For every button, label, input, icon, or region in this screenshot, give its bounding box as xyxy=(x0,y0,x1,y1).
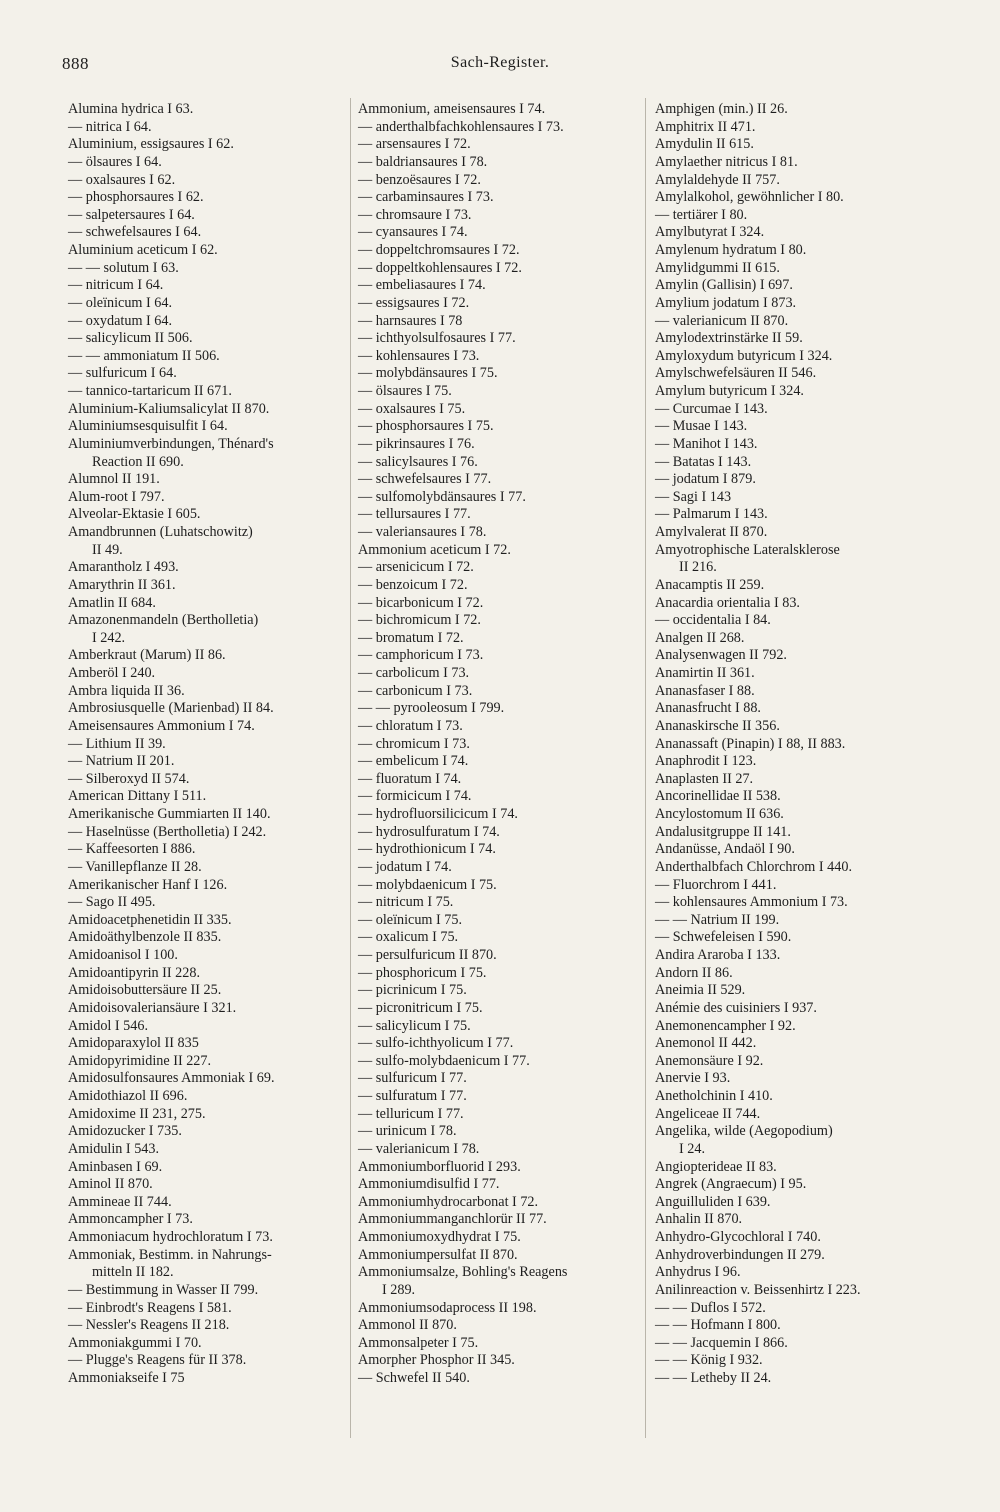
index-entry: — sulfo-molybdaenicum I 77. xyxy=(358,1052,530,1069)
index-entry: Amyotrophische Lateralsklerose xyxy=(655,541,840,558)
index-entry: Amphitrix II 471. xyxy=(655,118,756,135)
index-entry: — Bestimmung in Wasser II 799. xyxy=(68,1281,259,1298)
index-entry: II 49. xyxy=(92,541,123,558)
index-entry: Amerikanischer Hanf I 126. xyxy=(68,876,228,893)
index-entry: Andorn II 86. xyxy=(655,964,733,981)
index-entry: Anémie des cuisiniers I 937. xyxy=(655,999,817,1016)
index-entry: Amidoanisol I 100. xyxy=(68,947,178,963)
index-entry: Amylium jodatum I 873. xyxy=(655,294,797,311)
index-entry: Amberöl I 240. xyxy=(68,665,156,681)
index-entry: Ancylostomum II 636. xyxy=(655,806,784,822)
index-entry: Amylaldehyde II 757. xyxy=(655,171,780,188)
index-entry: Ammoniumpersulfat II 870. xyxy=(358,1246,518,1263)
index-entry: Anaphrodit I 123. xyxy=(655,753,757,770)
index-entry: — Manihot I 143. xyxy=(655,435,758,452)
index-entry: Amidol I 546. xyxy=(68,1017,148,1034)
index-entry: — salicylicum I 75. xyxy=(358,1017,471,1034)
index-entry: — urinicum I 78. xyxy=(358,1123,457,1140)
index-entry: — — Natrium II 199. xyxy=(655,911,780,928)
index-entry: Ammoniakseife I 75 xyxy=(68,1370,185,1386)
column-divider xyxy=(645,98,646,1438)
index-entry: — tellursaures I 77. xyxy=(358,506,471,523)
index-entry: — nitrica I 64. xyxy=(68,118,152,135)
index-entry: Amidoxime II 231, 275. xyxy=(68,1105,206,1122)
index-entry: Amidoantipyrin II 228. xyxy=(68,964,201,981)
index-entry: Anemonsäure I 92. xyxy=(655,1052,764,1069)
index-entry: — chromicum I 73. xyxy=(358,735,470,752)
index-entry: Angrek (Angraecum) I 95. xyxy=(655,1176,807,1193)
index-entry: Aluminium, essigsaures I 62. xyxy=(68,136,234,153)
index-entry: — oleïnicum I 75. xyxy=(358,911,463,928)
index-entry: Ammoniumhydrocarbonat I 72. xyxy=(358,1193,539,1210)
index-entry: — Fluorchrom I 441. xyxy=(655,876,777,893)
index-entry: Anemonencampher I 92. xyxy=(655,1017,796,1034)
index-column-3 xyxy=(655,101,947,1388)
index-entry: Anaplasten II 27. xyxy=(655,770,754,787)
page-number: 888 xyxy=(62,54,89,73)
index-entry: — Vanillepflanze II 28. xyxy=(68,858,202,875)
index-entry: Anetholchinin I 410. xyxy=(655,1088,773,1104)
index-entry: — phosphorsaures I 75. xyxy=(358,418,494,435)
index-entry: — — König I 932. xyxy=(655,1352,763,1369)
index-entry: — bichromicum I 72. xyxy=(358,612,481,629)
index-entry: — — ammoniatum II 506. xyxy=(68,347,220,364)
index-entry: Amidoisobuttersäure II 25. xyxy=(68,982,222,999)
running-head: Sach-Register. xyxy=(450,54,550,71)
index-entry: Angelika, wilde (Aegopodium) xyxy=(655,1123,833,1140)
index-entry: Amidoparaxylol II 835 xyxy=(68,1035,199,1052)
index-entry: Anacamptis II 259. xyxy=(655,576,765,593)
index-entry: — doppeltkohlensaures I 72. xyxy=(358,259,522,276)
index-entry: Ananaskirsche II 356. xyxy=(655,717,780,734)
index-entry: Ancorinellidae II 538. xyxy=(655,788,781,805)
index-entry: — Einbrodt's Reagens I 581. xyxy=(68,1299,232,1316)
index-entry: — chloratum I 73. xyxy=(358,717,463,734)
index-entry: Amidoäthylbenzole II 835. xyxy=(68,929,222,946)
index-entry: — doppeltchromsaures I 72. xyxy=(358,242,520,258)
index-entry: Aluminiumverbindungen, Thénard's xyxy=(68,435,274,452)
index-entry: Amylaether nitricus I 81. xyxy=(655,153,798,170)
index-entry: Aluminiumsesquisulfit I 64. xyxy=(68,418,228,435)
index-entry: Reaction II 690. xyxy=(92,453,184,470)
index-entry: Ananassaft (Pinapin) I 88, II 883. xyxy=(655,735,846,752)
index-entry: Alveolar-Ektasie I 605. xyxy=(68,506,201,523)
index-entry: — Sagi I 143 xyxy=(655,488,732,505)
index-entry: — chromsaure I 73. xyxy=(358,206,472,223)
index-entry: — salpetersaures I 64. xyxy=(68,206,195,223)
index-entry: — Nessler's Reagens II 218. xyxy=(68,1317,230,1334)
index-entry: — nitricum I 75. xyxy=(358,894,454,911)
index-entry: — bicarbonicum I 72. xyxy=(358,594,484,611)
index-entry: Andanüsse, Andaöl I 90. xyxy=(655,841,795,858)
index-entry: Ammonol II 870. xyxy=(358,1317,457,1334)
index-entry: I 242. xyxy=(92,629,126,646)
index-entry: — hydrosulfuratum I 74. xyxy=(358,823,500,840)
index-entry: — Batatas I 143. xyxy=(655,453,752,470)
index-entry: Anhydrus I 96. xyxy=(655,1264,741,1281)
index-entry: — hydrofluorsilicicum I 74. xyxy=(358,806,518,822)
index-entry: Amandbrunnen (Luhatschowitz) xyxy=(68,524,253,540)
index-entry: — sulfuricum I 64. xyxy=(68,365,177,382)
index-entry: — Sago II 495. xyxy=(68,894,156,911)
index-entry: Anervie I 93. xyxy=(655,1070,731,1087)
index-entry: — pikrinsaures I 76. xyxy=(358,435,475,452)
index-entry: — embelicum I 74. xyxy=(358,753,469,770)
index-entry: Amidosulfonsaures Ammoniak I 69. xyxy=(68,1070,275,1087)
index-entry: — schwefelsaures I 77. xyxy=(358,471,492,488)
index-entry: — sulfuratum I 77. xyxy=(358,1088,467,1104)
index-entry: Amylalkohol, gewöhnlicher I 80. xyxy=(655,189,844,206)
index-entry: — Schwefeleisen I 590. xyxy=(655,929,792,946)
index-entry: — tertiärer I 80. xyxy=(655,206,748,223)
index-entry: Amylidgummi II 615. xyxy=(655,259,780,276)
index-entry: — benzoicum I 72. xyxy=(358,576,468,593)
index-entry: — nitricum I 64. xyxy=(68,277,164,294)
index-entry: — Musae I 143. xyxy=(655,418,748,435)
index-column-1 xyxy=(68,101,348,1388)
index-entry: Alumina hydrica I 63. xyxy=(68,101,194,117)
index-entry: Aminol II 870. xyxy=(68,1176,153,1193)
index-entry: — kohlensaures I 73. xyxy=(358,347,480,364)
index-entry: — picronitricum I 75. xyxy=(358,999,483,1016)
index-entry: — harnsaures I 78 xyxy=(358,312,463,329)
index-entry: Ameisensaures Ammonium I 74. xyxy=(68,717,255,734)
index-entry: — ölsaures I 75. xyxy=(358,383,452,399)
index-entry: Ammoniumborfluorid I 293. xyxy=(358,1158,521,1175)
index-entry: Amorpher Phosphor II 345. xyxy=(358,1352,515,1369)
index-entry: — baldriansaures I 78. xyxy=(358,153,488,170)
index-entry: — phosphorsaures I 62. xyxy=(68,189,204,206)
index-entry: — hydrothionicum I 74. xyxy=(358,841,496,858)
index-entry: Amylbutyrat I 324. xyxy=(655,224,765,241)
index-entry: — arsenicicum I 72. xyxy=(358,559,474,576)
index-entry: Aneimia II 529. xyxy=(655,982,746,999)
index-entry: Ammoniumsalze, Bohling's Reagens xyxy=(358,1264,568,1281)
index-entry: — molybdänsaures I 75. xyxy=(358,365,498,382)
index-entry: — Schwefel II 540. xyxy=(358,1370,470,1386)
index-entry: Amidoacetphenetidin II 335. xyxy=(68,911,232,928)
index-entry: Anderthalbfach Chlorchrom I 440. xyxy=(655,858,852,875)
index-entry: — picrinicum I 75. xyxy=(358,982,467,999)
index-entry: Ananasfaser I 88. xyxy=(655,682,755,699)
index-entry: Ammoniumdisulfid I 77. xyxy=(358,1176,500,1193)
index-entry: — tannico-tartaricum II 671. xyxy=(68,383,232,399)
index-entry: Amylschwefelsäuren II 546. xyxy=(655,365,817,382)
index-entry: — ölsaures I 64. xyxy=(68,153,162,170)
index-entry: Amylvalerat II 870. xyxy=(655,524,768,540)
index-entry: — kohlensaures Ammonium I 73. xyxy=(655,894,848,911)
index-entry: — Natrium II 201. xyxy=(68,753,175,770)
index-entry: Ammoniummanganchlorür II 77. xyxy=(358,1211,547,1228)
index-entry: Anamirtin II 361. xyxy=(655,665,755,681)
index-entry: Amydulin II 615. xyxy=(655,136,754,153)
index-entry: Anacardia orientalia I 83. xyxy=(655,594,800,611)
index-entry: — oleïnicum I 64. xyxy=(68,294,173,311)
index-entry: Ammineae II 744. xyxy=(68,1193,172,1210)
index-entry: Angiopterideae II 83. xyxy=(655,1158,777,1175)
index-entry: — carbonicum I 73. xyxy=(358,682,473,699)
index-entry: Ambra liquida II 36. xyxy=(68,682,185,699)
index-entry: Analgen II 268. xyxy=(655,629,745,646)
index-entry: Amidopyrimidine II 227. xyxy=(68,1052,212,1069)
index-entry: Aluminium aceticum I 62. xyxy=(68,242,218,258)
index-entry: Amerikanische Gummiarten II 140. xyxy=(68,806,271,822)
index-entry: — sulfomolybdänsaures I 77. xyxy=(358,488,526,505)
index-entry: — salicylicum II 506. xyxy=(68,330,193,347)
index-entry: — — solutum I 63. xyxy=(68,259,179,276)
index-entry: Ammonium aceticum I 72. xyxy=(358,541,511,558)
index-entry: Ammonium, ameisensaures I 74. xyxy=(358,101,546,117)
index-entry: Alum-root I 797. xyxy=(68,488,165,505)
index-entry: — camphoricum I 73. xyxy=(358,647,484,664)
index-entry: — Plugge's Reagens für II 378. xyxy=(68,1352,247,1369)
index-entry: — valeriansaures I 78. xyxy=(358,524,487,540)
index-entry: — essigsaures I 72. xyxy=(358,294,470,311)
index-entry: — telluricum I 77. xyxy=(358,1105,464,1122)
index-entry: American Dittany I 511. xyxy=(68,788,207,805)
index-entry: — valerianicum I 78. xyxy=(358,1140,480,1157)
index-entry: Amylenum hydratum I 80. xyxy=(655,242,807,258)
index-entry: Analysenwagen II 792. xyxy=(655,647,787,664)
index-entry: — Lithium II 39. xyxy=(68,735,166,752)
index-entry: — bromatum I 72. xyxy=(358,629,464,646)
index-entry: — oxalicum I 75. xyxy=(358,929,459,946)
index-entry: — jodatum I 879. xyxy=(655,471,756,488)
index-entry: Alumnol II 191. xyxy=(68,471,160,488)
index-entry: Anhydroverbindungen II 279. xyxy=(655,1246,825,1263)
index-entry: — occidentalia I 84. xyxy=(655,612,771,629)
index-entry: — — Letheby II 24. xyxy=(655,1370,772,1386)
index-entry: — oxalsaures I 62. xyxy=(68,171,176,188)
index-column-2 xyxy=(358,101,640,1388)
index-entry: mitteln II 182. xyxy=(92,1264,174,1281)
index-entry: Ammoniak, Bestimm. in Nahrungs- xyxy=(68,1246,272,1263)
index-entry: Amarythrin II 361. xyxy=(68,576,176,593)
index-entry: Anhalin II 870. xyxy=(655,1211,743,1228)
index-entry: Andira Araroba I 133. xyxy=(655,947,781,963)
index-entry: Amylin (Gallisin) I 697. xyxy=(655,277,793,294)
index-entry: — arsensaures I 72. xyxy=(358,136,471,153)
index-entry: — sulfo-ichthyolicum I 77. xyxy=(358,1035,514,1052)
index-entry: Aminbasen I 69. xyxy=(68,1158,163,1175)
index-entry: Amyloxydum butyricum I 324. xyxy=(655,347,833,364)
index-entry: Amidulin I 543. xyxy=(68,1140,160,1157)
index-entry: — carbolicum I 73. xyxy=(358,665,470,681)
index-entry: Ammoniumsodaprocess II 198. xyxy=(358,1299,537,1316)
index-entry: — carbaminsaures I 73. xyxy=(358,189,494,206)
index-entry: — Kaffeesorten I 886. xyxy=(68,841,196,858)
index-entry: Anguilluliden I 639. xyxy=(655,1193,771,1210)
index-entry: Andalusitgruppe II 141. xyxy=(655,823,791,840)
index-entry: — — pyrooleosum I 799. xyxy=(358,700,505,717)
index-entry: Anemonol II 442. xyxy=(655,1035,757,1052)
index-entry: — anderthalbfachkohlensaures I 73. xyxy=(358,118,564,135)
index-entry: — phosphoricum I 75. xyxy=(358,964,487,981)
index-entry: Ammonsalpeter I 75. xyxy=(358,1334,479,1351)
index-entry: — Palmarum I 143. xyxy=(655,506,768,523)
index-entry: — — Duflos I 572. xyxy=(655,1299,766,1316)
index-entry: Amphigen (min.) II 26. xyxy=(655,101,788,117)
index-entry: — Haselnüsse (Bertholletia) I 242. xyxy=(68,823,267,840)
index-entry: — sulfuricum I 77. xyxy=(358,1070,467,1087)
index-entry: Amidothiazol II 696. xyxy=(68,1088,188,1104)
index-entry: II 216. xyxy=(679,559,717,576)
index-entry: — persulfuricum II 870. xyxy=(358,947,497,963)
index-entry: Ambrosiusquelle (Marienbad) II 84. xyxy=(68,700,274,717)
index-entry: Ammoniumoxydhydrat I 75. xyxy=(358,1229,521,1245)
column-divider xyxy=(350,98,351,1438)
index-entry: Angeliceae II 744. xyxy=(655,1105,761,1122)
index-entry: Amylum butyricum I 324. xyxy=(655,383,804,399)
index-entry: — schwefelsaures I 64. xyxy=(68,224,202,241)
index-entry: — jodatum I 74. xyxy=(358,858,452,875)
index-entry: I 289. xyxy=(382,1281,416,1298)
index-entry: Ammoniacum hydrochloratum I 73. xyxy=(68,1229,273,1245)
index-entry: Anhydro-Glycochloral I 740. xyxy=(655,1229,821,1245)
index-entry: Amidozucker I 735. xyxy=(68,1123,182,1140)
index-entry: — oxydatum I 64. xyxy=(68,312,173,329)
index-entry: Amylodextrinstärke II 59. xyxy=(655,330,803,347)
index-entry: Aluminium-Kaliumsalicylat II 870. xyxy=(68,400,270,417)
index-entry: — embeliasaures I 74. xyxy=(358,277,486,294)
index-entry: — Curcumae I 143. xyxy=(655,400,768,417)
index-entry: — cyansaures I 74. xyxy=(358,224,468,241)
index-entry: — valerianicum II 870. xyxy=(655,312,789,329)
index-entry: Amidoisovaleriansäure I 321. xyxy=(68,999,237,1016)
index-entry: — benzoësaures I 72. xyxy=(358,171,481,188)
index-entry: Amberkraut (Marum) II 86. xyxy=(68,647,226,664)
index-entry: — fluoratum I 74. xyxy=(358,770,462,787)
index-entry: Amatlin II 684. xyxy=(68,594,156,611)
index-entry: Anilinreaction v. Beissenhirtz I 223. xyxy=(655,1281,861,1298)
index-entry: Amarantholz I 493. xyxy=(68,559,179,576)
index-entry: Ammoniakgummi I 70. xyxy=(68,1334,202,1351)
index-entry: — molybdaenicum I 75. xyxy=(358,876,497,893)
index-entry: Ammoncampher I 73. xyxy=(68,1211,193,1228)
index-entry: — salicylsaures I 76. xyxy=(358,453,478,470)
index-entry: — — Jacquemin I 866. xyxy=(655,1334,788,1351)
index-entry: Amazonenmandeln (Bertholletia) xyxy=(68,612,259,629)
index-entry: — formicicum I 74. xyxy=(358,788,472,805)
index-entry: — oxalsaures I 75. xyxy=(358,400,466,417)
index-entry: — Silberoxyd II 574. xyxy=(68,770,190,787)
index-entry: I 24. xyxy=(679,1140,706,1157)
index-entry: — ichthyolsulfosaures I 77. xyxy=(358,330,516,347)
index-entry: — — Hofmann I 800. xyxy=(655,1317,781,1334)
index-entry: Ananasfrucht I 88. xyxy=(655,700,761,717)
